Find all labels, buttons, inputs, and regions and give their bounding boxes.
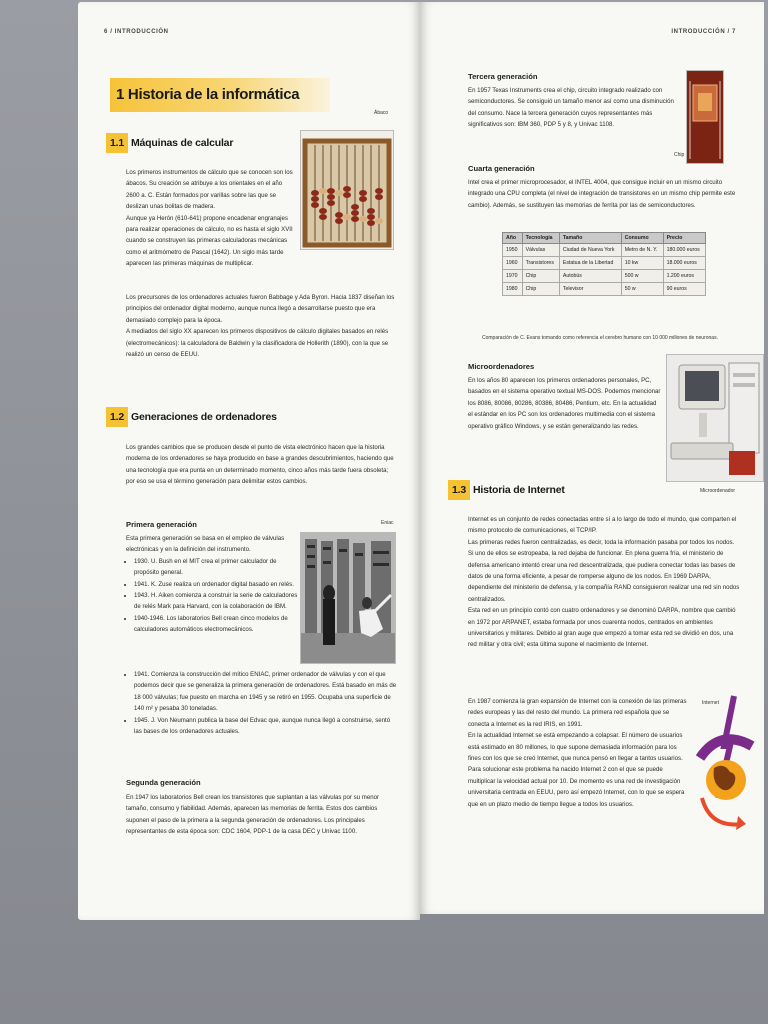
right-page	[420, 2, 764, 914]
tercera-text	[468, 85, 682, 131]
section-title-1-2	[106, 407, 277, 427]
paragraph: En 1957 Texas Instruments crea el chip, circuito integrado realizado con semiconductores. Se consiguió un tamaño menor así como una disminución del consumo. Nace la tercera generación cuyos representantes más significativos son: IBM 360, PDP 5 y 8, y Univac 1108.	[468, 87, 674, 129]
section-1-2-text	[126, 442, 396, 488]
table-row	[503, 244, 706, 257]
cuarta-text	[468, 177, 740, 211]
micro-text	[468, 375, 662, 432]
section-1-3-text-cont	[468, 696, 690, 810]
paragraph: Esta primera generación se basa en el empleo de válvulas electrónicas y en la definición del instrumento.	[126, 535, 285, 554]
chip-image	[686, 70, 724, 164]
paragraph: Para solucionar este problema ha nacido Internet 2 con el que se puede multiplicar la velocidad actual por 10. De momento es una red de investigación universitaria centrada en EEUU, pero así empezó Internet, con lo que se espera que en un plazo medio de tiempo llegue a todos los usuarios.	[468, 766, 685, 808]
micro-caption: Microordenador	[700, 488, 736, 494]
table-cell: 18.000 euros	[663, 257, 705, 270]
paragraph: Los grandes cambios que se producen desde el punto de vista electrónico hacen que la historia moderna de los ordenadores se haya producido en base a grandes descubrimientos, haciendo que una tecnología que era punta en un determinado momento, cinco años más tarde fuera obsoleta; por eso se usa el término generación para delimitar estos cambios.	[126, 444, 394, 486]
section-1-1-text	[126, 167, 294, 270]
eniac-image	[300, 532, 396, 664]
section-title-text: Historia de Internet	[473, 484, 565, 496]
table-cell: 1950	[503, 244, 523, 257]
table-cell: 500 w	[621, 270, 663, 283]
table-cell: 1960	[503, 257, 523, 270]
section-number: 1.3	[448, 480, 470, 500]
table-cell: 1970	[503, 270, 523, 283]
list-item: • 1941. K. Zuse realiza un ordenador digital basado en relés.	[134, 579, 298, 590]
section-title-1-3	[448, 480, 565, 500]
paragraph: En los años 80 aparecen los primeros ordenadores personales, PC, basados en el sistema operativo textual MS-DOS. Podemos mencionar los 8086, 80086, 80286, 80386, 80486, Pentium, etc. En la actualidad el estándar en los PC son los ordenadores multimedia con el sistema operativo gráfico Windows, y se están generalizando las redes.	[468, 377, 661, 430]
table-cell: Ciudad de Nueva York	[559, 244, 621, 257]
paragraph: En 1987 comienza la gran expansión de Internet con la conexión de las primeras redes europeas y las del resto del mundo. La primera red española que se conecta a Internet es la red IRIS, en 1991.	[468, 698, 687, 728]
table-cell: Chip	[522, 270, 559, 283]
table-cell: Autobús	[559, 270, 621, 283]
left-running-head: 6 / INTRODUCCIÓN	[104, 29, 169, 35]
section-number: 1.1	[106, 133, 128, 153]
primera-list	[126, 556, 298, 636]
paragraph: En 1947 los laboratorios Bell crean los transistores que suplantan a las válvulas por su menor tamaño, consumo y fiabilidad. Además, aparecen las memorias de ferrita. Estos dos cambios suponen el paso de la primera a la segunda generación de ordenadores. Los principales representantes de esta época son: CDC 1604, PDP-1 de la casa DEC y Univac 1100.	[126, 794, 380, 836]
column-header: Tamaño	[559, 233, 621, 244]
table-header-row	[503, 233, 706, 244]
list-item: • 1941. Comienza la construcción del mítico ENIAC, primer ordenador de válvulas y con el que podemos decir que se generaliza la primera generación de ordenadores. Está basado en más de 18 000 válvulas; fue puesto en marcha en 1945 y se retiró en 1955. Ocupaba una superficie de 140 m² y pesaba 30 toneladas.	[134, 669, 398, 715]
cuarta-title: Cuarta generación	[468, 164, 535, 173]
eniac-caption: Eniac	[381, 520, 394, 526]
chapter-title-text: Historia de la informática	[127, 86, 300, 103]
table-caption: Comparación de C. Evans tomando como referencia el cerebro humano con 10 000 millones de neuronas.	[482, 335, 718, 341]
chapter-title	[110, 78, 330, 112]
paragraph: Internet es un conjunto de redes conectadas entre sí a lo largo de todo el mundo, que comparten el mismo protocolo de comunicaciones, el TCP/IP.	[468, 516, 737, 535]
list-item: • 1940-1946. Los laboratorios Bell crean cinco modelos de calculadores automáticos electromecánicos.	[134, 613, 298, 636]
table-cell: Transistores	[522, 257, 559, 270]
chip-caption: Chip	[674, 152, 685, 158]
paragraph: En la actualidad Internet se está empezando a colapsar. El número de usuarios está estimado en 80 millones, lo que supone demasiada información para los fines con los que se creó Internet, que nunca pensó en llegar a tantos usuarios.	[468, 732, 683, 763]
primera-list-cont	[126, 669, 398, 737]
column-header: Precio	[663, 233, 705, 244]
paragraph: Los primeros instrumentos de cálculo que se conocen son los ábacos. Su creación se atribuye a los orientales en el año 2600 a. C. Están formados por varillas sobre las que se deslizan unas bolitas de madera.	[126, 169, 293, 211]
list-item: • 1943. H. Aiken comienza a construir la serie de calculadores de relés Mark para Harvard, con la colaboración de IBM.	[134, 590, 298, 613]
internet-globe-image	[690, 688, 762, 842]
primera-title: Primera generación	[126, 520, 197, 529]
paragraph: A mediados del siglo XX aparecen los primeros dispositivos de cálculo digitales basados en relés (electromecánicos): la calculadora de Baldwin y la clasificadora de Hollerith (1890), con la que se realizó un censo de EEUU.	[126, 328, 389, 359]
section-number: 1.2	[106, 407, 128, 427]
chapter-number: 1	[116, 86, 125, 103]
paragraph: Esta red en un principio contó con cuatro ordenadores y se denominó DARPA, nombre que cambió en 1972 por ARPANET, estaba formada por unos cuarenta nodos, centrados en ambientes universitarios y militares. Debido al gran auge que empezó a tomar esta red se dividió en dos, una red militar y otra civil; esta última supone el nacimiento de Internet.	[468, 607, 736, 649]
table-cell: Chip	[522, 283, 559, 296]
paragraph: Las primeras redes fueron centralizadas, es decir, toda la información pasaba por todos los nodos. Si uno de ellos se estropeaba, la red dejaba de funcionar. En plena guerra fría, el ministerio de defensa americano intentó crear una red descentralizada, que pudiera conectar todas las bases de datos de una forma eficiente, a pesar de romperse alguno de los nodos. En 1969 DARPA, dependiente del ministerio de defensa, y la compañía RAND consiguieron realizar una red sin nodos centralizados.	[468, 538, 740, 603]
left-page	[78, 2, 420, 920]
table-cell: 90 euros	[663, 283, 705, 296]
column-header: Consumo	[621, 233, 663, 244]
internet-caption: Internet	[702, 700, 719, 706]
table-cell: Televisor	[559, 283, 621, 296]
table-row	[503, 283, 706, 296]
column-header: Año	[503, 233, 523, 244]
column-header: Tecnología	[522, 233, 559, 244]
segunda-text	[126, 792, 398, 838]
segunda-title: Segunda generación	[126, 778, 201, 787]
list-item: • 1945. J. Von Neumann publica la base del Edvac que, aunque nunca llegó a construirse, sentó las bases de los ordenadores actuales.	[134, 715, 398, 738]
tercera-title: Tercera generación	[468, 72, 538, 81]
primera-text	[126, 533, 298, 636]
section-title-text: Máquinas de calcular	[131, 137, 234, 149]
table-row	[503, 257, 706, 270]
right-running-head: INTRODUCCIÓN / 7	[671, 29, 736, 35]
primera-text-cont	[126, 669, 398, 737]
section-title-1-1	[106, 133, 233, 153]
table-row	[503, 270, 706, 283]
table-cell: 1.200 euros	[663, 270, 705, 283]
table-cell: 1980	[503, 283, 523, 296]
paragraph: Intel crea el primer microprocesador, el INTEL 4004, que consigue incluir en un mismo circuito integrado una CPU completa (el nivel de integración de transistores en un mismo chip permite este cambio). Además, se sustituyen las memorias de ferrita por las de semiconductores.	[468, 179, 736, 209]
section-title-text: Generaciones de ordenadores	[131, 411, 277, 423]
list-item: • 1930. U. Bush en el MIT crea el primer calculador de propósito general.	[134, 556, 298, 579]
table-cell: Estatua de la Libertad	[559, 257, 621, 270]
section-1-3-text	[468, 514, 740, 651]
table-cell: 50 w	[621, 283, 663, 296]
microcomputer-image	[666, 354, 764, 482]
paragraph: Los precursores de los ordenadores actuales fueron Babbage y Ada Byron. Hacia 1837 diseñan los principios del ordenador digital moderno, aunque nunca llegó a desarrollarse puesto que era demasiado complejo para la época.	[126, 294, 395, 324]
table-cell: 10 kw	[621, 257, 663, 270]
table-cell: 180.000 euros	[663, 244, 705, 257]
micro-title: Microordenadores	[468, 362, 535, 371]
abacus-caption: Ábaco	[374, 110, 389, 116]
paragraph: Aunque ya Herón (610-641) propone encadenar engranajes para realizar operaciones de cálculo, no es hasta el siglo XVII cuando se construyen las primeras calculadoras mecánicas como el aritmómetro de Pascal (1642). Un siglo más tarde aparecen las primeras máquinas de multiplicar.	[126, 214, 293, 268]
abacus-image	[300, 130, 394, 250]
table-cell: Metro de N. Y.	[621, 244, 663, 257]
generations-table	[502, 232, 706, 296]
table-cell: Válvulas	[522, 244, 559, 257]
section-1-1-text-cont	[126, 292, 396, 360]
